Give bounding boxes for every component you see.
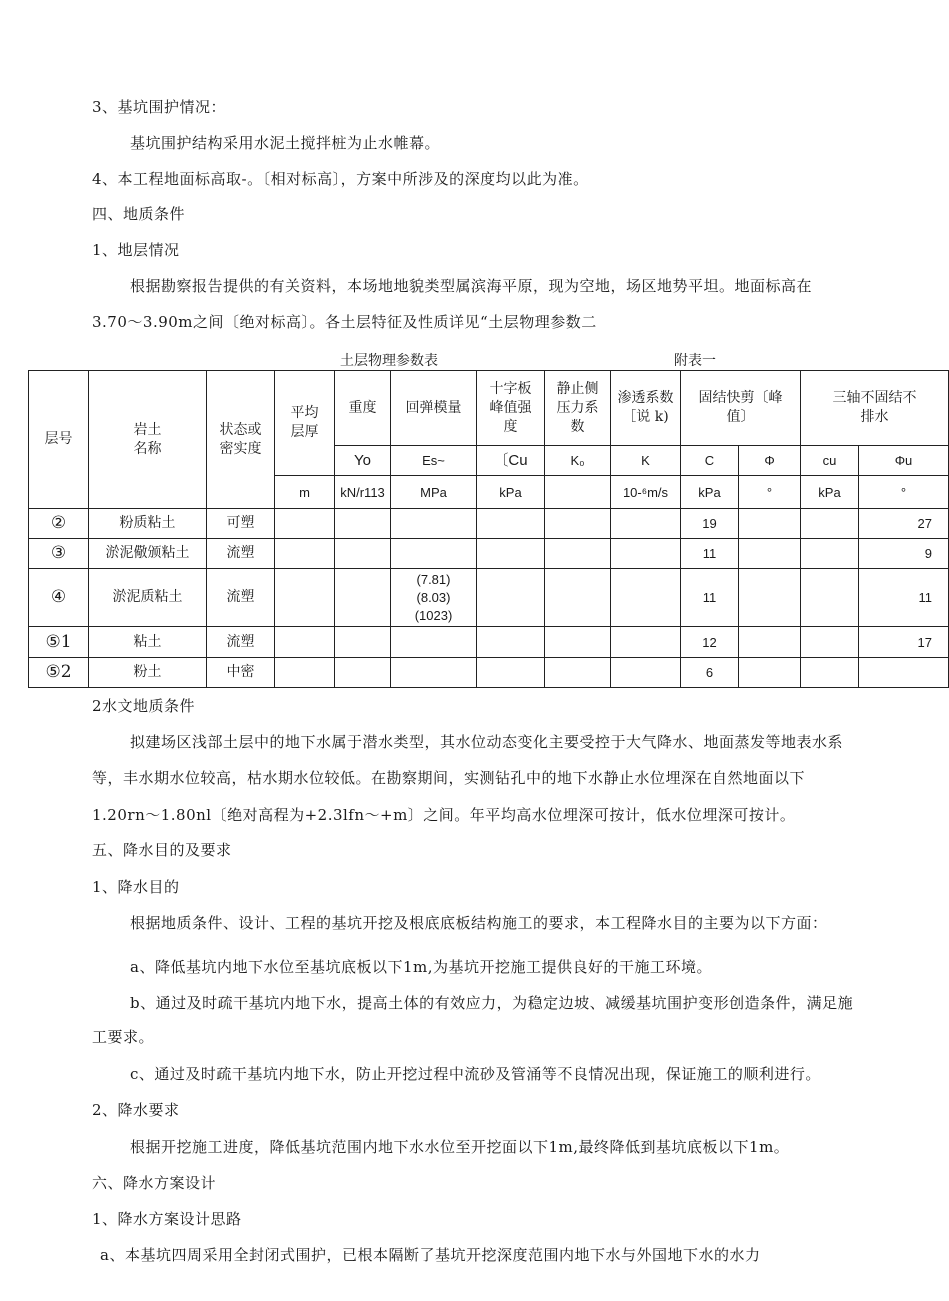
dewatering-purpose-subheading: 1、降水目的 [92,878,180,896]
lateral-pressure-header: 静止侧 压力系 数 [545,371,611,446]
triaxial-header: 三轴不固结不 排水 [801,371,949,446]
friction-unit: ° [739,476,801,509]
soil-name: 粉土 [89,658,207,688]
friction-symbol: Φ [739,446,801,476]
cohesion-value: 11 [681,569,739,627]
soil-name: 粉质粘土 [89,509,207,539]
purpose-item-c: c、通过及时疏干基坑内地下水，防止开挖过程中流砂及管涌等不良情况出现，保证施工的顺利进行。 [130,1065,821,1083]
dewatering-requirement-subheading: 2、降水要求 [92,1101,180,1119]
purpose-item-b-line2: 工要求。 [92,1028,155,1046]
cohesion-value: 11 [681,539,739,569]
soil-name: 淤泥儆颁粘土 [89,539,207,569]
permeability-unit: 10-⁶m/s [611,476,681,509]
vane-unit: kPa [477,476,545,509]
unit-weight-unit: kN/r113 [335,476,391,509]
design-subheading: 1、降水方案设计思路 [92,1210,242,1228]
phiu-value: 11 [859,569,949,627]
soil-name: 粘土 [89,627,207,658]
state-header: 状态或 密实度 [207,371,275,509]
soil-state: 流塑 [207,539,275,569]
soil-state: 流塑 [207,627,275,658]
dewatering-requirement-para: 根据开挖施工进度，降低基坑范围内地下水水位至开挖面以下1m,最终降低到基坑底板以下1m。 [130,1138,790,1156]
section-3-body: 基坑围护结构采用水泥土搅拌桩为止水帷幕。 [130,134,441,152]
cohesion-symbol: C [681,446,739,476]
soil-parameter-table [28,370,949,688]
unit-weight-header: 重度 [335,371,391,446]
cohesion-value: 12 [681,627,739,658]
thickness-unit: m [275,476,335,509]
cohesion-unit: kPa [681,476,739,509]
strata-subheading: 1、地层情况 [92,241,180,259]
purpose-item-b-line1: b、通过及时疏干基坑内地下水，提高土体的有效应力，为稳定边坡、减缓基坑围护变形创造条件，满足施 [130,994,854,1012]
section-3-heading: 3、基坑围护情况： [92,98,227,116]
layer-no: ② [29,509,89,539]
thickness-header: 平均 层厚 [275,371,335,476]
geology-heading: 四、地质条件 [92,205,186,223]
table-appendix-label: 附表一 [674,353,716,369]
cu-symbol: cu [801,446,859,476]
lateral-symbol: K₀ [545,446,611,476]
phiu-value [859,658,949,688]
layer-no: ⑤2 [29,658,89,688]
cohesion-value: 19 [681,509,739,539]
hydrogeology-heading: 2水文地质条件 [92,697,196,715]
modulus-values: (7.81) (8.03) (1023) [391,569,477,627]
design-item-a: a、本基坑四周采用全封闭式围护，已根本隔断了基坑开挖深度范围内地下水与外国地下水的水力 [100,1246,761,1264]
phiu-unit: ° [859,476,949,509]
purpose-item-a: a、降低基坑内地下水位至基坑底板以下1m,为基坑开挖施工提供良好的干施工环境。 [130,958,712,976]
cu-unit: kPa [801,476,859,509]
layer-no: ⑤1 [29,627,89,658]
design-heading: 六、降水方案设计 [92,1174,217,1192]
modulus-header: 回弹模量 [391,371,477,446]
phiu-value: 17 [859,627,949,658]
vane-symbol: 〔Cu [477,446,545,476]
layer-no: ③ [29,539,89,569]
section-4-text: 4、本工程地面标高取-。〔相对标高〕，方案中所涉及的深度均以此为准。 [92,170,589,188]
strata-para-line1: 根据勘察报告提供的有关资料，本场地地貌类型属滨海平原，现为空地，场区地势平坦。地面标高在 [130,277,813,295]
dewatering-heading: 五、降水目的及要求 [92,841,232,859]
hydrogeology-line2: 等，丰水期水位较高，枯水期水位较低。在勘察期间，实测钻孔中的地下水静止水位埋深在自然地面以下 [92,769,806,787]
table-row [29,509,949,539]
table-row [29,658,949,688]
unit-weight-symbol: Yo [335,446,391,476]
lateral-unit [545,476,611,509]
layer-no-header: 层号 [29,371,89,509]
permeability-header: 渗透系数 ［说 k) [611,371,681,446]
phiu-symbol: Φu [859,446,949,476]
hydrogeology-line1: 拟建场区浅部土层中的地下水属于潜水类型，其水位动态变化主要受控于大气降水、地面蒸发等地表水系 [130,733,844,751]
dewatering-purpose-para: 根据地质条件、设计、工程的基坑开挖及根底底板结构施工的要求，本工程降水目的主要为以下方面： [130,914,828,932]
table-row [29,627,949,658]
soil-state: 流塑 [207,569,275,627]
modulus-unit: MPa [391,476,477,509]
permeability-symbol: K [611,446,681,476]
soil-name: 淤泥质粘土 [89,569,207,627]
table-header-row [29,371,949,446]
soil-state: 可塑 [207,509,275,539]
soil-state: 中密 [207,658,275,688]
table-row [29,539,949,569]
consolidated-shear-header: 固结快剪〔峰 值〕 [681,371,801,446]
hydrogeology-line3: 1.20rn～1.80nl〔绝对高程为+2.3lfn～+m〕之间。年平均高水位埋深可按计，低水位埋深可按计。 [92,806,796,824]
table-row [29,569,949,627]
phiu-value: 9 [859,539,949,569]
vane-strength-header: 十字板 峰值强 度 [477,371,545,446]
strata-para-line2: 3.70～3.90m之间〔绝对标高〕。各土层特征及性质详见“土层物理参数二 [92,313,597,331]
cohesion-value: 6 [681,658,739,688]
modulus-symbol: Es~ [391,446,477,476]
phiu-value: 27 [859,509,949,539]
rock-name-header: 岩土 名称 [89,371,207,509]
table-caption: 土层物理参数表 [340,353,438,369]
layer-no: ④ [29,569,89,627]
